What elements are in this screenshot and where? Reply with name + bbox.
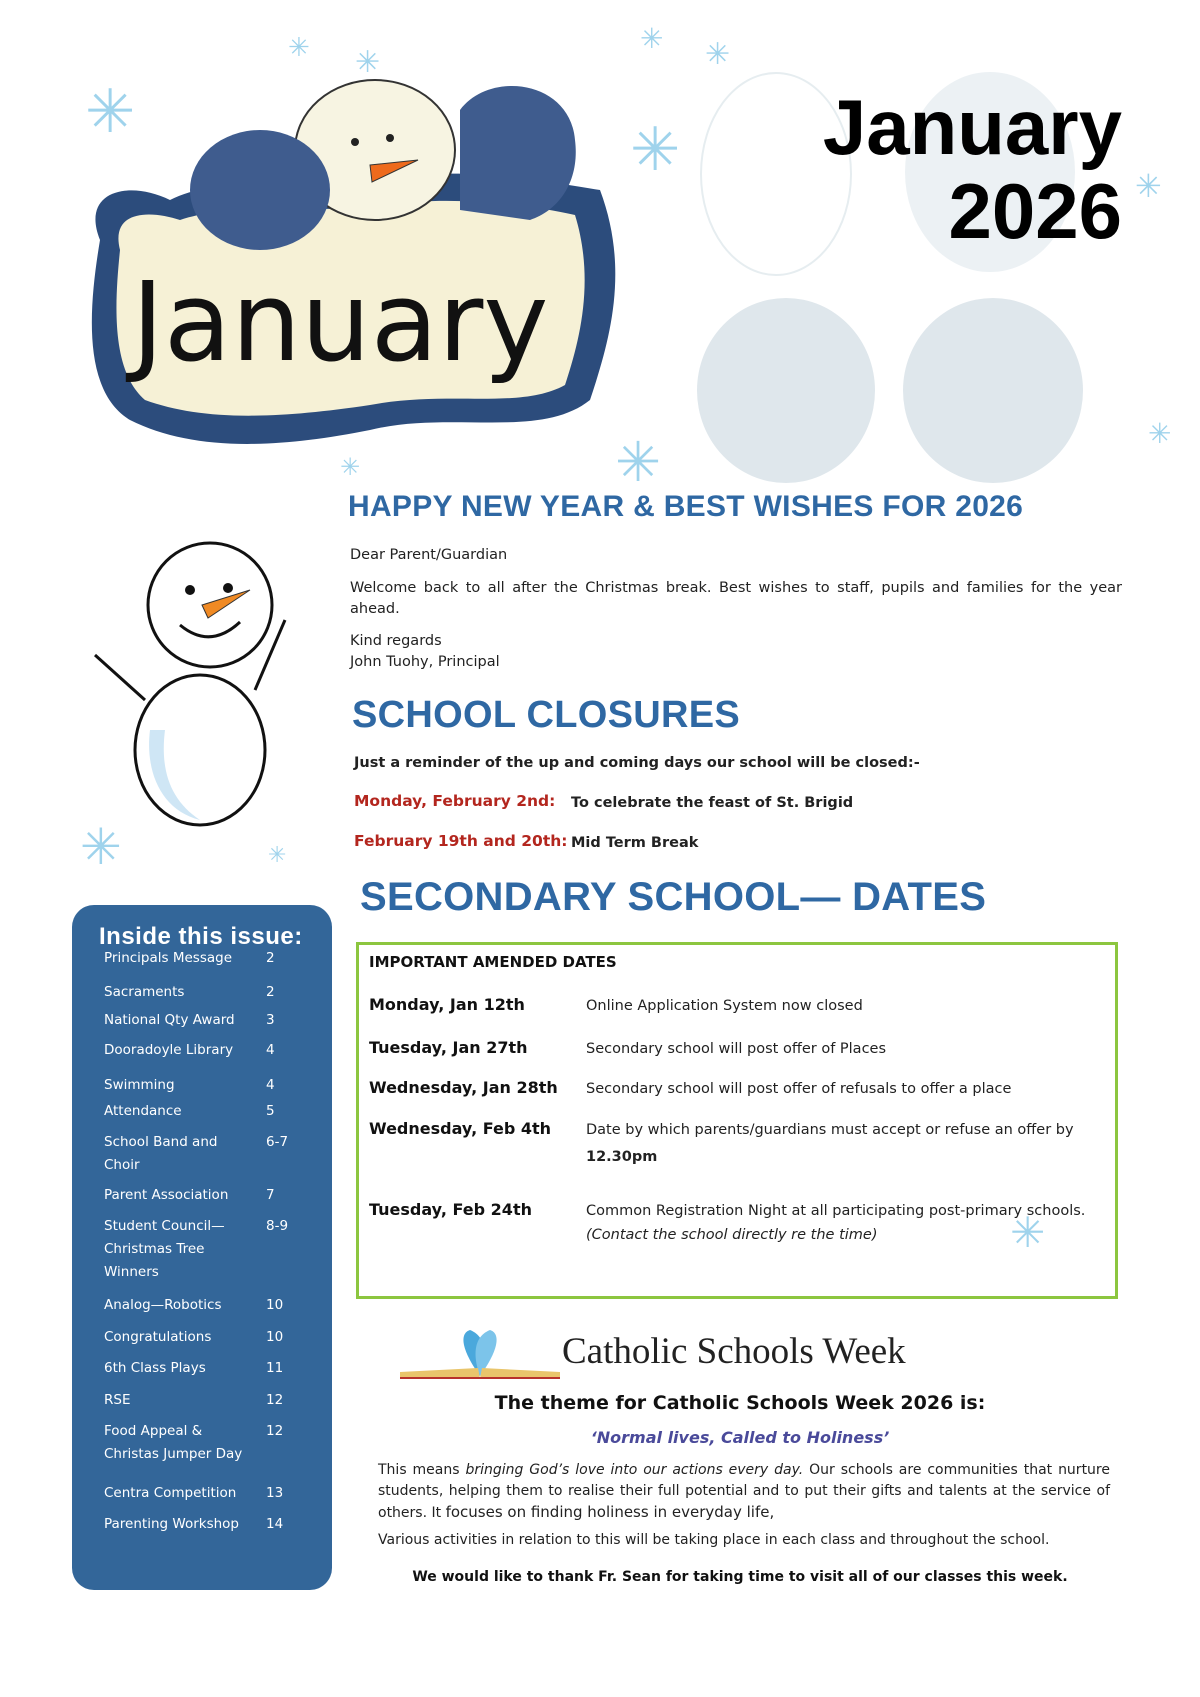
toc-item-label[interactable]: Principals Message (104, 950, 233, 966)
closure-reason: To celebrate the feast of St. Brigid (571, 795, 854, 811)
date-label: Wednesday, Jan 28th (369, 1078, 558, 1097)
snowflake-icon: ✳ (1135, 167, 1162, 205)
closures-intro: Just a reminder of the up and coming days our school will be closed:- (354, 755, 920, 771)
snowflake-icon: ✳ (615, 430, 662, 494)
title-month: January (822, 83, 1122, 171)
thanks-note: We would like to thank Fr. Sean for taking time to visit all of our classes this week. (412, 1569, 1068, 1585)
toc-item-page: 8-9 (266, 1218, 289, 1234)
toc-item-label[interactable]: Swimming (104, 1077, 175, 1093)
snowflake-icon: ✳ (288, 33, 310, 63)
toc-item-page: 7 (266, 1187, 275, 1203)
snowflake-icon: ✳ (705, 37, 731, 72)
logo-text: Catholic Schools Week (562, 1331, 906, 1372)
csw-activities: Various activities in relation to this will be taking place in each class and throughout the school. (378, 1532, 1050, 1548)
toc-item-label[interactable]: 6th Class Plays (104, 1360, 206, 1376)
toc-item-page: 10 (266, 1297, 284, 1313)
sidebar-title: Inside this issue: (99, 923, 303, 950)
toc-item-label[interactable]: Congratulations (104, 1329, 212, 1345)
date-label: Tuesday, Feb 24th (369, 1200, 532, 1219)
toc-item-page: 14 (266, 1516, 284, 1532)
salutation: Dear Parent/Guardian (350, 547, 508, 563)
toc-item-page: 4 (266, 1042, 275, 1058)
toc-item-label[interactable]: National Qty Award (104, 1012, 235, 1028)
toc-item-page: 11 (266, 1360, 284, 1376)
text-run: Our schools are communities that nurture students, helping them to realise their full potential and to put their gifts and talents at the service of others. It (378, 1462, 1110, 1521)
signature: John Tuohy, Principal (350, 654, 500, 670)
inside-this-issue-panel (72, 905, 332, 1590)
toc-item-page: 10 (266, 1329, 284, 1345)
toc-item-page: 3 (266, 1012, 275, 1028)
snowflake-icon: ✳ (1010, 1208, 1046, 1257)
decorative-circle (903, 298, 1083, 483)
snowflake-icon: ✳ (640, 22, 664, 55)
toc-item-label[interactable]: Food Appeal & Christas Jumper Day (104, 1423, 243, 1462)
toc-item-label[interactable]: Sacraments (104, 984, 185, 1000)
text-run: This means (378, 1462, 466, 1478)
toc-item-page: 2 (266, 984, 275, 1000)
toc-item-page: 6-7 (266, 1134, 289, 1150)
date-note: (Contact the school directly re the time) (586, 1227, 878, 1243)
snowman-illustration (90, 530, 300, 830)
open-book-icon (400, 1328, 560, 1382)
toc-item-page: 13 (266, 1485, 284, 1501)
snowflake-icon: ✳ (630, 115, 681, 185)
toc-item-page: 12 (266, 1423, 284, 1439)
theme-intro: The theme for Catholic Schools Week 2026 is: (494, 1392, 986, 1414)
toc-item-page: 12 (266, 1392, 284, 1408)
text-run: focuses on finding holiness in everyday life, (445, 1503, 775, 1521)
banner-text: January (131, 258, 549, 386)
snowflake-icon: ✳ (80, 818, 122, 876)
date-label: Monday, Jan 12th (369, 995, 525, 1014)
csw-paragraph (378, 1460, 1110, 1524)
date-description: Common Registration Night at all participating post-primary schools. (586, 1203, 1086, 1219)
toc-item-label[interactable]: Attendance (104, 1103, 182, 1119)
date-description: Secondary school will post offer of refusals to offer a place (586, 1081, 1012, 1097)
toc-item-label[interactable]: RSE (104, 1392, 131, 1408)
toc-item-label[interactable]: Parenting Workshop (104, 1516, 239, 1532)
toc-item-page: 4 (266, 1077, 275, 1093)
amended-dates-box (356, 942, 1118, 1299)
toc-item-page: 2 (266, 950, 275, 966)
box-title: IMPORTANT AMENDED DATES (369, 953, 617, 971)
title-year: 2026 (948, 167, 1122, 255)
catholic-schools-week-logo (400, 1328, 1020, 1382)
snowflake-icon: ✳ (355, 45, 381, 80)
closure-date: February 19th and 20th: (354, 832, 568, 850)
welcome-heading: HAPPY NEW YEAR & BEST WISHES FOR 2026 (348, 490, 1024, 523)
closure-date: Monday, February 2nd: (354, 792, 556, 810)
closures-heading: SCHOOL CLOSURES (352, 694, 741, 736)
toc-item-page: 5 (266, 1103, 275, 1119)
date-description: Date by which parents/guardians must accept or refuse an offer by (586, 1122, 1074, 1138)
january-banner-illustration (70, 70, 630, 470)
secondary-heading: SECONDARY SCHOOL— DATES (360, 875, 987, 919)
toc-item-label[interactable]: Centra Competition (104, 1485, 237, 1501)
snowflake-icon: ✳ (340, 453, 361, 481)
toc-item-label[interactable]: Analog—Robotics (104, 1297, 222, 1313)
decorative-circle (697, 298, 875, 483)
toc-item-label[interactable]: Dooradoyle Library (104, 1042, 234, 1058)
theme-text: ‘Normal lives, Called to Holiness’ (590, 1428, 890, 1447)
snowflake-icon: ✳ (85, 77, 136, 147)
date-label: Tuesday, Jan 27th (369, 1038, 528, 1057)
date-label: Wednesday, Feb 4th (369, 1119, 552, 1138)
closure-reason: Mid Term Break (571, 835, 699, 851)
date-time: 12.30pm (586, 1149, 658, 1165)
toc-item-label[interactable]: Parent Association (104, 1187, 229, 1203)
date-description: Online Application System now closed (586, 998, 863, 1014)
snowflake-icon: ✳ (1148, 417, 1172, 450)
toc-item-label[interactable]: Student Council— Christmas Tree Winners (104, 1218, 225, 1280)
text-emphasis: bringing God’s love into our actions every day. (465, 1462, 804, 1478)
toc-item-label[interactable]: School Band and Choir (104, 1134, 218, 1173)
welcome-message: Welcome back to all after the Christmas break. Best wishes to staff, pupils and families for the year ahead. (350, 580, 1122, 617)
signoff: Kind regards (350, 633, 442, 649)
date-description: Secondary school will post offer of Places (586, 1041, 887, 1057)
snowflake-icon: ✳ (268, 843, 287, 868)
